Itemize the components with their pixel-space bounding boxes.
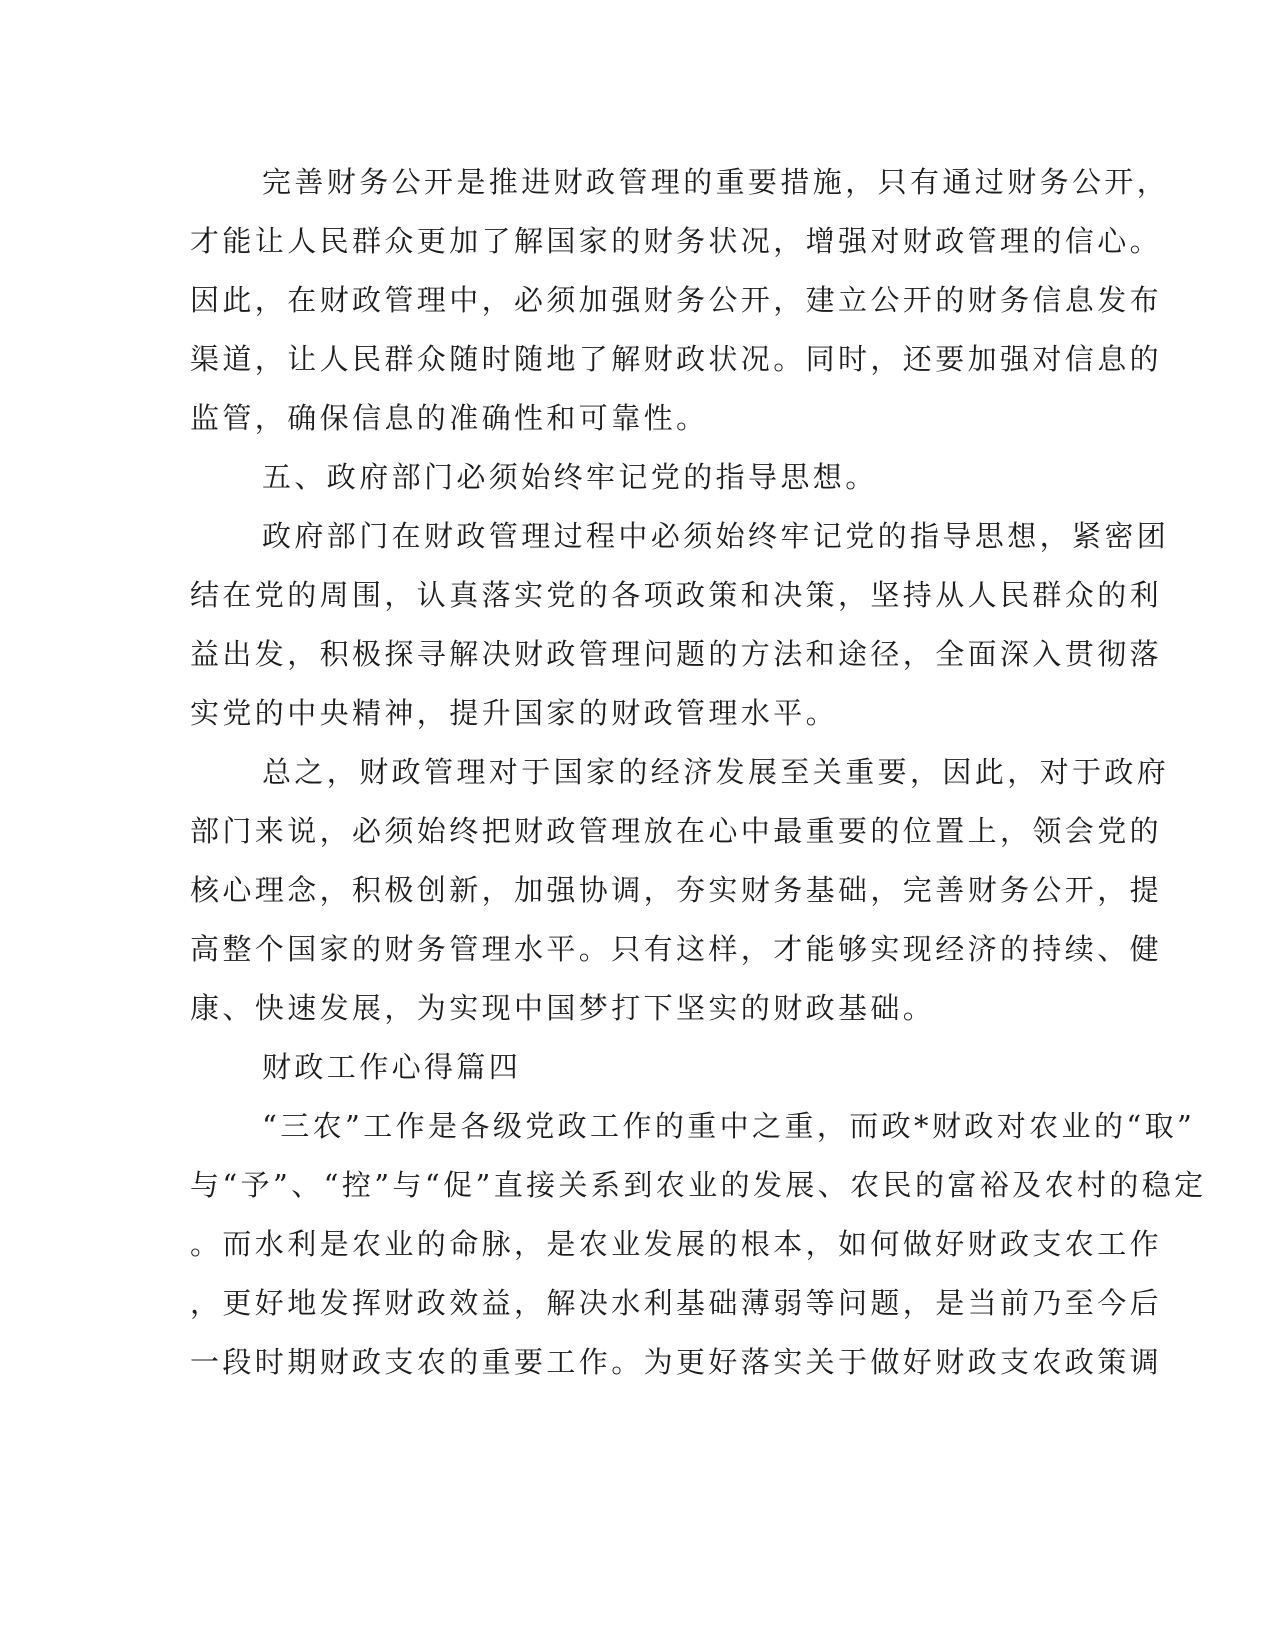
- text-line: ，更好地发挥财政效益，解决水利基础薄弱等问题，是当前乃至今后: [190, 1286, 1163, 1320]
- text-line: 高整个国家的财务管理水平。只有这样，才能够实现经济的持续、健: [190, 932, 1163, 966]
- text-line: 才能让人民群众更加了解国家的财务状况，增强对财政管理的信心。: [190, 224, 1163, 258]
- text-line: 实党的中央精神，提升国家的财政管理水平。: [190, 696, 839, 730]
- text-line: 完善财务公开是推进财政管理的重要措施，只有通过财务公开，: [262, 165, 1170, 199]
- section-heading: 五、政府部门必须始终牢记党的指导思想。: [262, 460, 878, 494]
- text-line: 益出发，积极探寻解决财政管理问题的方法和途径，全面深入贯彻落: [190, 637, 1163, 671]
- text-line: 因此，在财政管理中，必须加强财务公开，建立公开的财务信息发布: [190, 283, 1163, 317]
- text-line: 监管，确保信息的准确性和可靠性。: [190, 401, 709, 435]
- text-line: “三农”工作是各级党政工作的重中之重，而政*财政对农业的“取”: [262, 1109, 1196, 1143]
- section-heading: 财政工作心得篇四: [262, 1050, 522, 1084]
- text-line: 与“予”、“控”与“促”直接关系到农业的发展、农民的富裕及农村的稳定: [190, 1168, 1207, 1202]
- text-line: 政府部门在财政管理过程中必须始终牢记党的指导思想，紧密团: [262, 519, 1170, 553]
- text-line: 渠道，让人民群众随时随地了解财政状况。同时，还要加强对信息的: [190, 342, 1163, 376]
- text-line: 一段时期财政支农的重要工作。为更好落实关于做好财政支农政策调: [190, 1345, 1163, 1379]
- text-line: 。而水利是农业的命脉，是农业发展的根本，如何做好财政支农工作: [190, 1227, 1163, 1261]
- text-line: 康、快速发展，为实现中国梦打下坚实的财政基础。: [190, 991, 936, 1025]
- text-line: 结在党的周围，认真落实党的各项政策和决策，坚持从人民群众的利: [190, 578, 1163, 612]
- text-line: 总之，财政管理对于国家的经济发展至关重要，因此，对于政府: [262, 755, 1170, 789]
- text-line: 核心理念，积极创新，加强协调，夯实财务基础，完善财务公开，提: [190, 873, 1163, 907]
- text-line: 部门来说，必须始终把财政管理放在心中最重要的位置上，领会党的: [190, 814, 1163, 848]
